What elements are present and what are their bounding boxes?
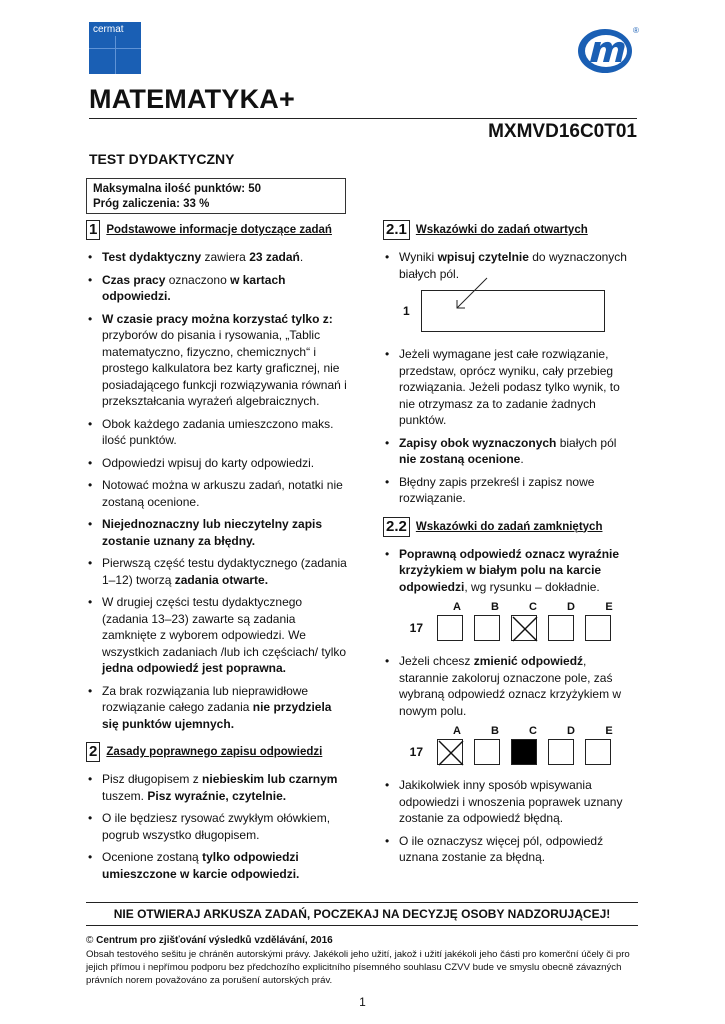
section-2-list [86, 771, 348, 882]
section-number: 2.2 [383, 517, 410, 537]
section-2-1-header [383, 220, 637, 240]
pass-threshold: Próg zaliczenia: 33 % [93, 198, 210, 210]
test-code: MXMVD16C0T01 [488, 121, 637, 142]
option-label: C [529, 601, 537, 613]
checkbox-a [437, 615, 463, 641]
checkbox-b [474, 739, 500, 765]
section-2-2-list-end [383, 777, 637, 866]
section-title: Podstawowe informacje dotyczące zadań [106, 224, 332, 236]
task-number: 17 [409, 621, 423, 635]
section-2-2-list-cont [383, 653, 637, 719]
page-number: 1 [359, 995, 366, 1009]
open-answer-example [383, 288, 637, 340]
legal-notice: Obsah testového sešitu je chráněn autorskými právy. Jakékoli jeho užití, jakož i užití jakékoli jeho části pro komerční účely či pro jejich přímou i nepřímou podporu bez předchozího explicitního písemného souhlasu CZVV bude ve smyslu obecně závazných právních norem považováno za porušení autorských práv. [86, 949, 630, 986]
left-column [86, 220, 348, 888]
section-2-header [86, 742, 348, 762]
cross-icon [438, 740, 464, 766]
footer-divider [86, 902, 638, 903]
right-column [383, 220, 637, 872]
list-item: • Pierwszą część testu dydaktycznego (zadania 1–12) tworzą zadania otwarte. [86, 555, 348, 588]
copyright: © Centrum pro zjišťování výsledků vzdělávání, 2016 [86, 935, 333, 946]
section-2-2-header [383, 517, 637, 537]
closed-answer-example-2 [383, 725, 637, 765]
checkbox-c-crossed [511, 615, 537, 641]
list-item: • Odpowiedzi wpisuj do karty odpowiedzi. [86, 455, 348, 472]
task-number: 17 [409, 745, 423, 759]
section-title: Wskazówki do zadań zamkniętych [415, 520, 603, 533]
list-item: • Błędny zapis przekreśl i zapisz nowe rozwiązanie. [383, 474, 637, 507]
list-item: • Notować można w arkuszu zadań, notatki nie zostaną ocenione. [86, 477, 348, 510]
checkbox-c-filled [511, 739, 537, 765]
checkbox-e [585, 739, 611, 765]
arrow-icon [443, 276, 493, 316]
m-plus-logo [576, 24, 642, 76]
section-2-1-list [383, 249, 637, 282]
section-number: 2 [86, 742, 100, 762]
section-1-list [86, 249, 348, 732]
option-label: A [453, 725, 461, 737]
points-info-box [86, 178, 346, 214]
list-item: • Poprawną odpowiedź oznacz wyraźnie krzyżykiem w białym polu na karcie odpowiedzi, wg rysunku – dokładnie. [383, 546, 637, 596]
list-item: • W czasie pracy można korzystać tylko z: przyborów do pisania i rysowania, „Tablic matematyczno, fizyczno, chemicznych“ i prostego kalkulatora bez karty graficznej, nie posiadającego funkcji rozwiązywania równań i przekształcania wyrażeń algebraicznych. [86, 311, 348, 410]
list-item: • Jeżeli wymagane jest całe rozwiązanie, przedstaw, oprócz wyniku, cały przebieg rozwiązania. Jeżeli podasz tylko wynik, to nie otrzymasz za to zadanie żadnych punktów. [383, 346, 637, 429]
option-label: D [567, 601, 575, 613]
section-number: 1 [86, 220, 100, 240]
subtitle: TEST DYDAKTYCZNY [89, 151, 235, 167]
section-title: Wskazówki do zadań otwartych [415, 224, 588, 236]
registered-mark: ® [633, 26, 639, 35]
list-item: • Wyniki wpisuj czytelnie do wyznaczonych białych pól. [383, 249, 637, 282]
checkbox-d [548, 739, 574, 765]
option-label: B [491, 725, 499, 737]
list-item: • Ocenione zostaną tylko odpowiedzi umieszczone w karcie odpowiedzi. [86, 849, 348, 882]
warning-text: NIE OTWIERAJ ARKUSZA ZADAŃ, POCZEKAJ NA DECYZJĘ OSOBY NADZORUJĄCEJ! [113, 907, 611, 921]
checkbox-a-crossed [437, 739, 463, 765]
option-label: E [605, 601, 613, 613]
list-item: • Jeżeli chcesz zmienić odpowiedź, starannie zakoloruj oznaczone pole, zaś wybraną odpowiedź oznacz krzyżykiem w nowym polu. [383, 653, 637, 719]
cermat-logo [89, 22, 141, 74]
list-item: • O ile będziesz rysować zwykłym ołówkiem, pogrub wszystko długopisem. [86, 810, 348, 843]
section-2-2-list [383, 546, 637, 596]
list-item: • Jakikolwiek inny sposób wpisywania odpowiedzi i wnoszenia poprawek uznany zostanie za odpowiedź błędną. [383, 777, 637, 827]
option-label: D [567, 725, 575, 737]
list-item: • Pisz długopisem z niebieskim lub czarnym tuszem. Pisz wyraźnie, czytelnie. [86, 771, 348, 804]
option-label: B [491, 601, 499, 613]
option-label: A [453, 601, 461, 613]
page-title: MATEMATYKA+ [89, 84, 295, 114]
title-divider [89, 118, 637, 119]
list-item: • Czas pracy oznaczono w kartach odpowiedzi. [86, 272, 348, 305]
checkbox-e [585, 615, 611, 641]
option-label: E [605, 725, 613, 737]
section-2-1-list-cont [383, 346, 637, 507]
checkbox-b [474, 615, 500, 641]
section-number: 2.1 [383, 220, 410, 240]
option-label: C [529, 725, 537, 737]
list-item: • O ile oznaczysz więcej pól, odpowiedź uznana zostanie za błędną. [383, 833, 637, 866]
cross-icon [512, 616, 538, 642]
list-item: • Za brak rozwiązania lub nieprawidłowe rozwiązanie całego zadania nie przydziela się punktów ujemnych. [86, 683, 348, 733]
cermat-logo-text: cermat [93, 24, 124, 35]
list-item: • W drugiej części testu dydaktycznego (zadania 13–23) zawarte są zadania zamknięte z wyborem odpowiedzi. We wszystkich zadaniach /lub ich częściach/ tylko jedna odpowiedź jest poprawna. [86, 594, 348, 677]
list-item: • Zapisy obok wyznaczonych białych pól nie zostaną ocenione. [383, 435, 637, 468]
max-points: Maksymalna ilość punktów: 50 [93, 183, 262, 195]
example-task-number: 1 [403, 304, 410, 318]
list-item: • Obok każdego zadania umieszczono maks. ilość punktów. [86, 416, 348, 449]
section-title: Zasady poprawnego zapisu odpowiedzi [106, 746, 323, 758]
footer-divider [86, 925, 638, 926]
checkbox-d [548, 615, 574, 641]
closed-answer-example-1 [383, 601, 637, 641]
section-1-header [86, 220, 348, 240]
list-item: • Niejednoznaczny lub nieczytelny zapis zostanie uznany za błędny. [86, 516, 348, 549]
list-item: • Test dydaktyczny zawiera 23 zadań. [86, 249, 348, 266]
